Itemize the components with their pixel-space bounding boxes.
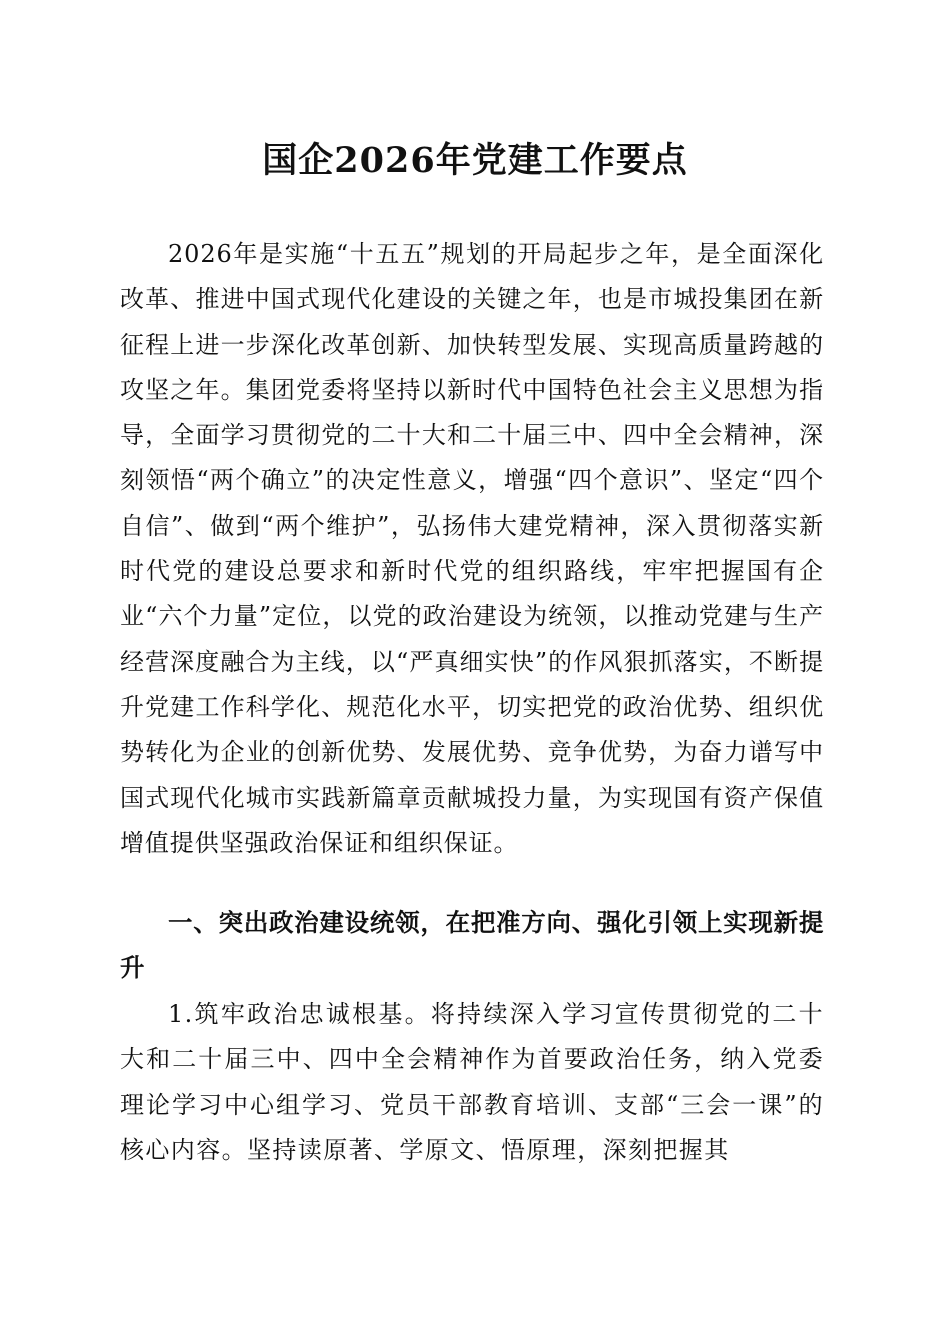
document-title: 国企2026年党建工作要点: [262, 140, 688, 181]
section-item-paragraph: 1.筑牢政治忠诚根基。将持续深入学习宣传贯彻党的二十大和二十届三中、四中全会精神作为首要政治任务，纳入党委理论学习中心组学习、党员干部教育培训、支部“三会一课”的核心内容。坚持读原著、学原文、悟原理，深刻把握其: [120, 1000, 824, 1164]
intro-paragraph: 2026年是实施“十五五”规划的开局起步之年，是全面深化改革、推进中国式现代化建设的关键之年，也是市城投集团在新征程上进一步深化改革创新、加快转型发展、实现高质量跨越的攻坚之年。集团党委将坚持以新时代中国特色社会主义思想为指导，全面学习贯彻党的二十大和二十届三中、四中全会精神，深刻领悟“两个确立”的决定性意义，增强“四个意识”、坚定“四个自信”、做到“两个维护”，弘扬伟大建党精神，深入贯彻落实新时代党的建设总要求和新时代党的组织路线，牢牢把握国有企业“六个力量”定位，以党的政治建设为统领，以推动党建与生产经营深度融合为主线，以“严真细实快”的作风狠抓落实，不断提升党建工作科学化、规范化水平，切实把党的政治优势、组织优势转化为企业的创新优势、发展优势、竞争优势，为奋力谱写中国式现代化城市实践新篇章贡献城投力量，为实现国有资产保值增值提供坚强政治保证和组织保证。: [120, 240, 824, 857]
section-heading: 一、突出政治建设统领，在把准方向、强化引领上实现新提升: [120, 908, 824, 983]
